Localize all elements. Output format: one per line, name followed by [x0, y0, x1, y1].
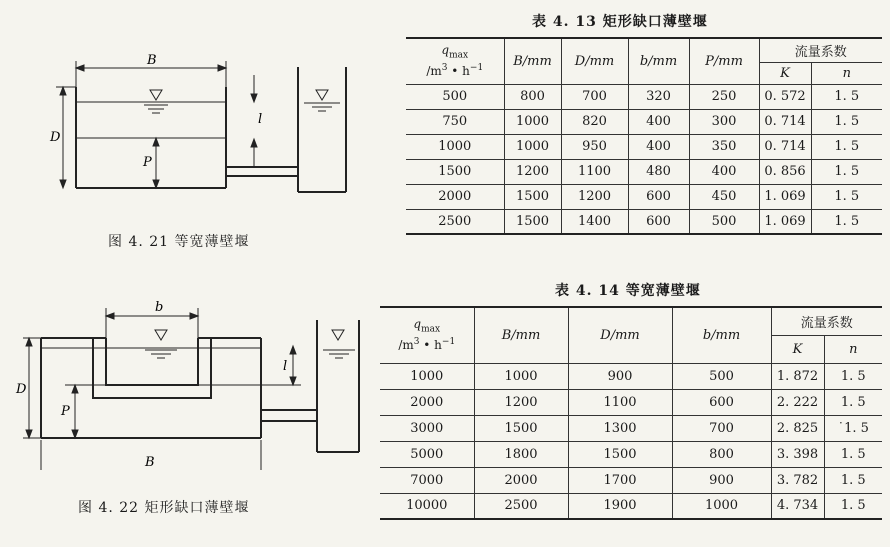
header-flow-coefficient: 流量系数: [771, 307, 882, 335]
table-cell: 1. 069: [759, 184, 811, 209]
table-cell: 1. 5: [824, 467, 882, 493]
table-cell: 1. 5: [824, 493, 882, 519]
dim-label-l: l: [258, 112, 263, 127]
table-cell: 1000: [504, 134, 561, 159]
table-cell: 1000: [380, 363, 474, 389]
table-row: [406, 84, 882, 109]
table-cell: 700: [672, 415, 771, 441]
table-cell: 1. 069: [759, 209, 811, 234]
table-cell: 1200: [561, 184, 628, 209]
table-4-13-title: 表 4. 13 矩形缺口薄壁堰: [532, 14, 708, 30]
dim-label-B: B: [147, 53, 157, 68]
table-cell: 500: [689, 209, 759, 234]
table-cell: 1. 5: [811, 209, 882, 234]
header-D: D/mm: [561, 38, 628, 84]
table-cell: 1900: [568, 493, 672, 519]
table-cell: 3000: [380, 415, 474, 441]
table-cell: 2. 825: [771, 415, 824, 441]
table-cell: 300: [689, 109, 759, 134]
table-cell: 400: [628, 109, 689, 134]
table-cell: 450: [689, 184, 759, 209]
table-cell: 500: [406, 84, 504, 109]
table-row: [380, 363, 882, 389]
dim-label-P: P: [143, 155, 152, 170]
table-cell: 900: [672, 467, 771, 493]
table-cell: 1. 5: [824, 389, 882, 415]
table-4-14-body: [380, 363, 882, 519]
table-cell: 950: [561, 134, 628, 159]
table-cell: 700: [561, 84, 628, 109]
header-b: b/mm: [672, 307, 771, 363]
table-cell: 400: [689, 159, 759, 184]
dim-label-D: D: [16, 382, 27, 397]
table-4-14: [380, 306, 882, 520]
table-row: [380, 415, 882, 441]
table-cell: 1500: [568, 441, 672, 467]
table-cell: 400: [628, 134, 689, 159]
dim-label-D: D: [50, 130, 61, 145]
table-cell: 2000: [406, 184, 504, 209]
table-row: [380, 493, 882, 519]
table-cell: 1. 5: [811, 134, 882, 159]
table-cell: 1100: [568, 389, 672, 415]
table-cell: 3. 782: [771, 467, 824, 493]
header-D: D/mm: [568, 307, 672, 363]
table-cell: 1. 5: [811, 159, 882, 184]
table-cell: 800: [504, 84, 561, 109]
table-cell: 1000: [672, 493, 771, 519]
table-row: [406, 109, 882, 134]
table-cell: 600: [628, 184, 689, 209]
table-cell: 1000: [474, 363, 568, 389]
table-cell: 800: [672, 441, 771, 467]
table-cell: 1800: [474, 441, 568, 467]
table-4-13-body: [406, 84, 882, 234]
table-cell: 600: [672, 389, 771, 415]
dim-label-B: B: [145, 455, 155, 470]
table-cell: 1. 5: [811, 109, 882, 134]
table-cell: 1700: [568, 467, 672, 493]
table-row: [406, 134, 882, 159]
table-cell: 1200: [504, 159, 561, 184]
table-row: [406, 209, 882, 234]
table-cell: 1500: [504, 184, 561, 209]
table-cell: ˙1. 5: [824, 415, 882, 441]
table-cell: 250: [689, 84, 759, 109]
table-4-14-title: 表 4. 14 等宽薄壁堰: [555, 283, 701, 299]
table-cell: 2500: [406, 209, 504, 234]
dim-label-l: l: [283, 359, 288, 374]
table-cell: 1. 5: [824, 441, 882, 467]
table-cell: 7000: [380, 467, 474, 493]
table-row: [380, 389, 882, 415]
dim-label-b: b: [155, 300, 164, 315]
header-flow-coefficient: 流量系数: [759, 38, 882, 62]
table-cell: 1500: [504, 209, 561, 234]
table-cell: 0. 856: [759, 159, 811, 184]
table-cell: 4. 734: [771, 493, 824, 519]
table-cell: 820: [561, 109, 628, 134]
table-cell: 2000: [380, 389, 474, 415]
table-cell: 5000: [380, 441, 474, 467]
table-cell: 1100: [561, 159, 628, 184]
header-qmax: $q_{max}$ $/m^3$ • $h^{-1}$: [380, 307, 474, 363]
figure-4-22-diagram: [5, 290, 365, 470]
table-cell: 2500: [474, 493, 568, 519]
table-cell: 500: [672, 363, 771, 389]
table-cell: 1400: [561, 209, 628, 234]
table-4-13: [406, 37, 882, 235]
figure-4-21-caption: 图 4. 21 等宽薄壁堰: [108, 234, 250, 250]
figure-4-22-caption: 图 4. 22 矩形缺口薄壁堰: [78, 500, 250, 516]
table-cell: 2000: [474, 467, 568, 493]
table-row: [380, 467, 882, 493]
table-cell: 0. 714: [759, 134, 811, 159]
table-row: [406, 159, 882, 184]
table-cell: 3. 398: [771, 441, 824, 467]
header-K: K: [759, 62, 811, 84]
table-cell: 1. 5: [811, 184, 882, 209]
table-cell: 1000: [406, 134, 504, 159]
table-cell: 0. 572: [759, 84, 811, 109]
table-cell: 1500: [474, 415, 568, 441]
table-row: [380, 441, 882, 467]
table-cell: 1. 5: [811, 84, 882, 109]
header-B: B/mm: [474, 307, 568, 363]
header-n: n: [824, 335, 882, 363]
dim-label-P: P: [61, 404, 70, 419]
header-P: P/mm: [689, 38, 759, 84]
table-cell: 2. 222: [771, 389, 824, 415]
table-cell: 1300: [568, 415, 672, 441]
table-cell: 0. 714: [759, 109, 811, 134]
header-K: K: [771, 335, 824, 363]
figure-4-21-diagram: [40, 45, 360, 200]
table-cell: 600: [628, 209, 689, 234]
header-qmax: $q_{max}$ $/m^3$ • $h^{-1}$: [406, 38, 504, 84]
table-cell: 10000: [380, 493, 474, 519]
table-cell: 1. 5: [824, 363, 882, 389]
header-n: n: [811, 62, 882, 84]
table-cell: 320: [628, 84, 689, 109]
header-B: B/mm: [504, 38, 561, 84]
table-cell: 1200: [474, 389, 568, 415]
table-cell: 1000: [504, 109, 561, 134]
table-cell: 480: [628, 159, 689, 184]
table-cell: 1500: [406, 159, 504, 184]
table-cell: 350: [689, 134, 759, 159]
table-cell: 900: [568, 363, 672, 389]
header-b: b/mm: [628, 38, 689, 84]
table-row: [406, 184, 882, 209]
table-cell: 750: [406, 109, 504, 134]
table-cell: 1. 872: [771, 363, 824, 389]
